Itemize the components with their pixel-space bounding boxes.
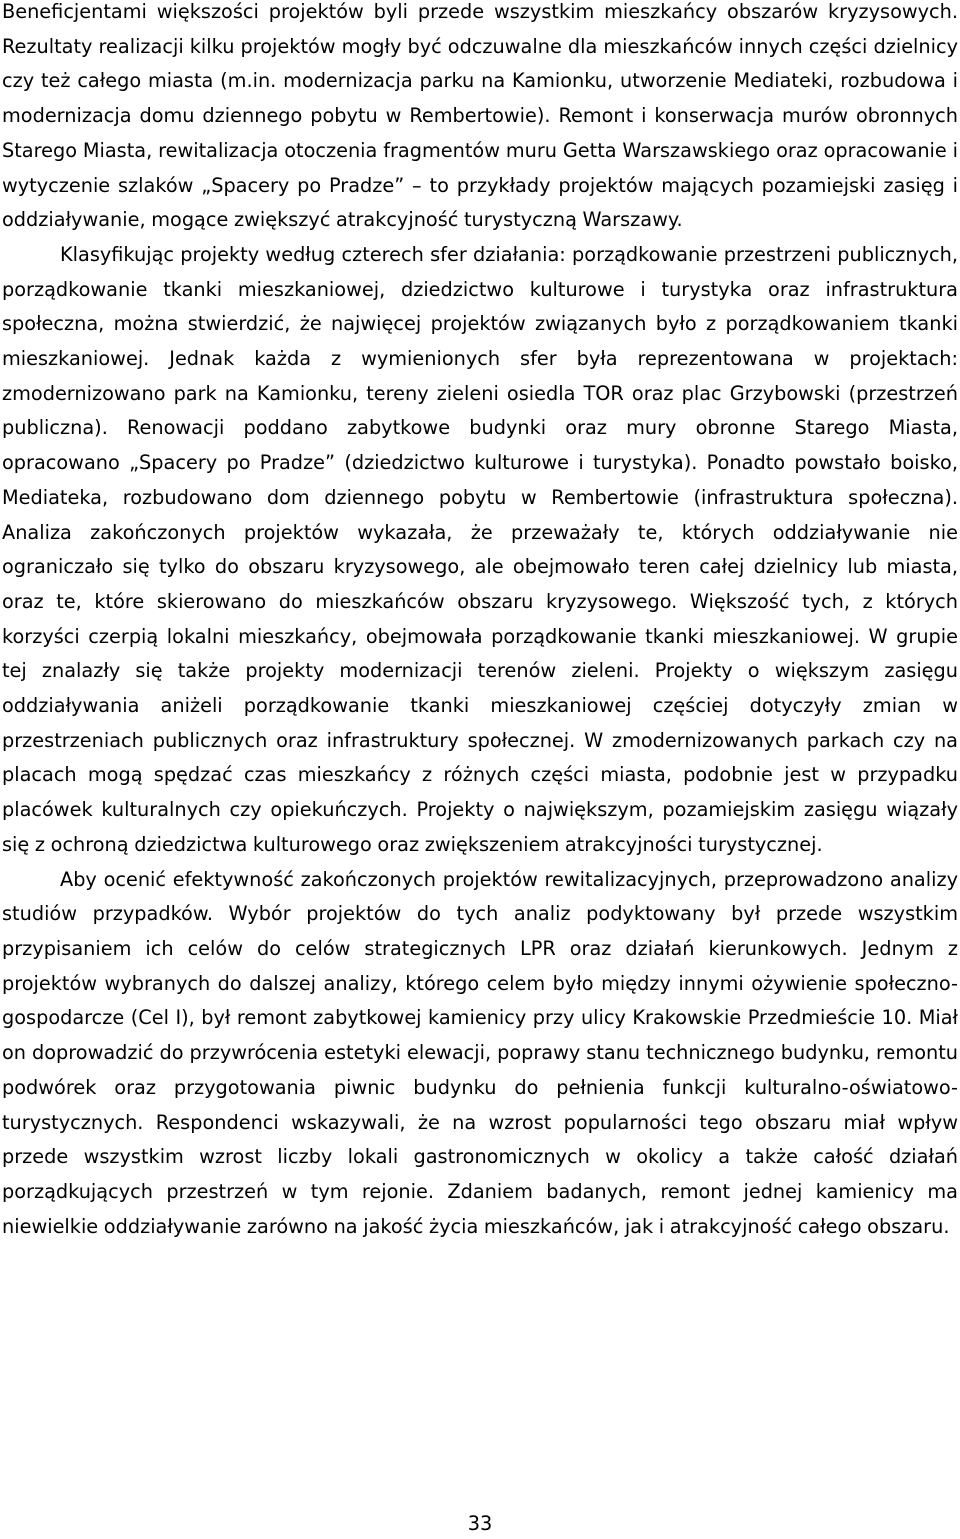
document-page (2, 0, 958, 1244)
page-number: 33 (467, 1512, 493, 1535)
paragraph-case-studies: Aby ocenić efektywność zakończonych projektów rewitalizacyjnych, przeprowadzono analizy studiów przypadków. Wybór projektów do tych analiz podyktowany był przede wszystkim przypisaniem ich celów do celów strategicznych LPR oraz działań kierunkowych. Jednym z projektów wybranych do dalszej analizy, którego celem było między innymi ożywienie społeczno-gospodarcze (Cel I), był remont zabytkowej kamienicy przy ulicy Krakowskie Przedmieście 10. Miał on doprowadzić do przywrócenia estetyki elewacji, poprawy stanu technicznego budynku, remontu podwórek oraz przygotowania piwnic budynku do pełnienia funkcji kulturalno-oświatowo-turystycznych. Respondenci wskazywali, że na wzrost popularności tego obszaru miał wpływ przede wszystkim wzrost liczby lokali gastronomicznych w okolicy a także całość działań porządkujących przestrzeń w tym rejonie. Zdaniem badanych, remont jednej kamienicy ma niewielkie oddziaływanie zarówno na jakość życia mieszkańców, jak i atrakcyjność całego obszaru. (2, 867, 958, 1238)
paragraph-beneficiaries: Beneficjentami większości projektów byli przede wszystkim mieszkańcy obszarów kryzysowych. Rezultaty realizacji kilku projektów mogły być odczuwalne dla mieszkańców innych części dzielnicy czy też całego miasta (m.in. modernizacja parku na Kamionku, utworzenie Mediateki, rozbudowa i modernizacja domu dziennego pobytu w Rembertowie). Remont i konserwacja murów obronnych Starego Miasta, rewitalizacja otoczenia fragmentów muru Getta Warszawskiego oraz opracowanie i wytyczenie szlaków „Spacery po Pradze” – to przykłady projektów mających pozamiejski zasięg i oddziaływanie, mogące zwiększyć atrakcyjność turystyczną Warszawy. (2, 0, 958, 232)
paragraph-classification: Klasyfikując projekty według czterech sfer działania: porządkowanie przestrzeni publicznych, porządkowanie tkanki mieszkaniowej, dziedzictwo kulturowe i turystyka oraz infrastruktura społeczna, można stwierdzić, że najwięcej projektów związanych było z porządkowaniem tkanki mieszkaniowej. Jednak każda z wymienionych sfer była reprezentowana w projektach: zmodernizowano park na Kamionku, tereny zieleni osiedla TOR oraz plac Grzybowski (przestrzeń publiczna). Renowacji poddano zabytkowe budynki oraz mury obronne Starego Miasta, opracowano „Spacery po Pradze” (dziedzictwo kulturowe i turystyka). Ponadto powstało boisko, Mediateka, rozbudowano dom dziennego pobytu w Rembertowie (infrastruktura społeczna). Analiza zakończonych projektów wykazała, że przeważały te, których oddziaływanie nie ograniczało się tylko do obszaru kryzysowego, ale obejmowało teren całej dzielnicy lub miasta, oraz te, które skierowano do mieszkańców obszaru kryzysowego. Większość tych, z których korzyści czerpią lokalni mieszkańcy, obejmowała porządkowanie tkanki mieszkaniowej. W grupie tej znalazły się także projekty modernizacji terenów zieleni. Projekty o większym zasięgu oddziaływania aniżeli porządkowanie tkanki mieszkaniowej częściej dotyczyły zmian w przestrzeniach publicznych oraz infrastruktury społecznej. W zmodernizowanych parkach czy na placach mogą spędzać czas mieszkańcy z różnych części miasta, podobnie jest w przypadku placówek kulturalnych czy opiekuńczych. Projekty o największym, pozamiejskim zasięgu wiązały się z ochroną dziedzictwa kulturowego oraz zwiększeniem atrakcyjności turystycznej. (2, 242, 958, 856)
